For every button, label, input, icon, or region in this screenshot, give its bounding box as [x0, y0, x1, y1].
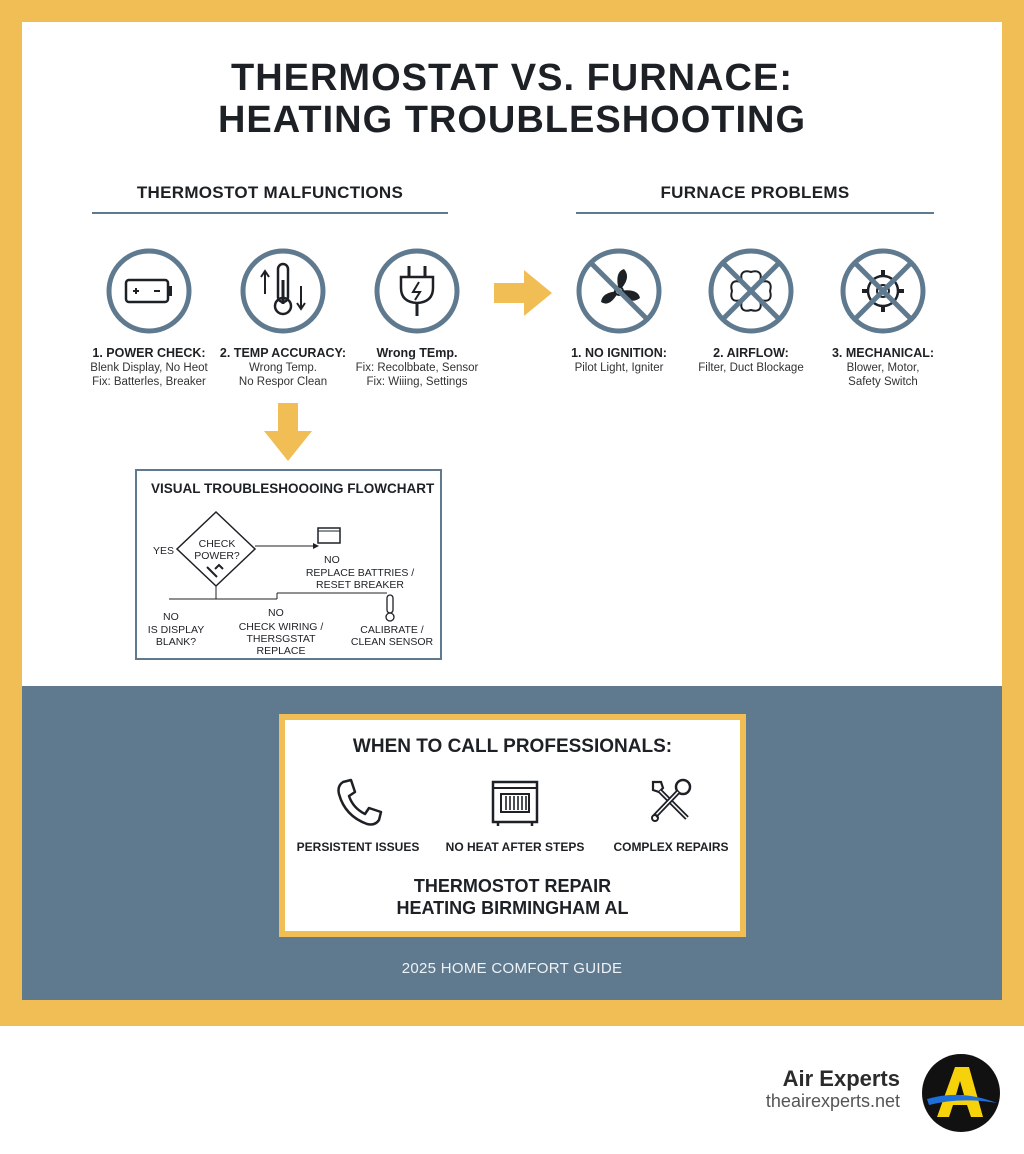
professionals-title: WHEN TO CALL PROFESSIONALS:: [352, 736, 673, 757]
furnace-divider: [576, 212, 934, 214]
plug-icon: [372, 246, 462, 336]
flowchart-wiring-1: CHECK WIRING /: [238, 621, 324, 633]
flowchart-calibrate-2: CLEAN SENSOR: [350, 636, 434, 648]
airflow-icon: [706, 246, 796, 336]
flowchart-replace-1: REPLACE BATTRIES /: [305, 567, 415, 579]
thermostat-item-1-head: 1. POWER CHECK:: [92, 346, 206, 360]
heater-icon: [488, 776, 542, 830]
thermostat-item-1: [74, 346, 224, 389]
brand-url[interactable]: theairexperts.net: [765, 1091, 900, 1111]
air-experts-logo[interactable]: [921, 1053, 1001, 1133]
professionals-box: [279, 714, 746, 937]
furnace-item-1: [544, 346, 694, 375]
thermometer-icon: [238, 246, 328, 336]
flowchart-blank: [141, 624, 211, 648]
furnace-item-3-line1: Blower, Motor,: [846, 362, 920, 374]
flowchart-replace-2: RESET BREAKER: [316, 579, 404, 591]
furnace-item-2-line1: Filter, Duct Blockage: [698, 362, 804, 374]
flowchart-check-power-2: POWER?: [194, 550, 240, 562]
furnace-item-3-line2: Safety Switch: [848, 376, 918, 388]
thermostat-item-3-line2: Fix: Wiiing, Settings: [366, 376, 468, 388]
professionals-footer-2: HEATING BIRMINGHAM AL: [396, 898, 629, 918]
flowchart-calibrate-1: CALIBRATE /: [360, 624, 424, 636]
flowchart-no-mid: NO: [268, 607, 284, 619]
page-title-line1: THERMOSTAT VS. FURNACE:: [230, 57, 793, 99]
furnace-item-2: [676, 346, 826, 375]
flowchart-blank-1: IS DISPLAY: [147, 624, 205, 636]
arrow-right-icon: [494, 268, 554, 318]
flowchart-yes: YES: [153, 545, 175, 557]
furnace-item-3: [808, 346, 958, 389]
thermostat-item-2-head: 2. TEMP ACCURACY:: [219, 346, 347, 360]
flowchart-blank-2: BLANK?: [155, 636, 197, 648]
flowchart-box: [135, 469, 442, 660]
arrow-down-icon: [262, 403, 314, 463]
flowchart-check-power: [193, 538, 241, 562]
guide-label: 2025 HOME COMFORT GUIDE: [401, 960, 623, 977]
flowchart-no-left: NO: [163, 611, 179, 623]
battery-icon: [104, 246, 194, 336]
thermostat-heading: THERMOSTOT MALFUNCTIONS: [136, 183, 404, 202]
furnace-item-3-head: 3. MECHANICAL:: [831, 346, 935, 360]
pro-item-complex-repairs: COMPLEX REPAIRS: [613, 840, 729, 854]
brand-name[interactable]: Air Experts: [782, 1066, 900, 1091]
gear-icon: [838, 246, 928, 336]
thermostat-item-2: [208, 346, 358, 389]
fan-icon: [574, 246, 664, 336]
flowchart-wiring-2: THERSGSTAT REPLACE: [246, 633, 316, 657]
thermostat-item-3-head: Wrong TEmp.: [376, 346, 458, 360]
flowchart-no-top: NO: [324, 554, 340, 566]
thermostat-item-1-line1: Blenk Display, No Heot: [90, 362, 208, 374]
thermostat-item-1-line2: Fix: Batterles, Breaker: [92, 376, 206, 388]
phone-icon: [331, 776, 387, 830]
pro-item-no-heat: NO HEAT AFTER STEPS: [445, 840, 585, 854]
page-title-line2: HEATING TROUBLESHOOTING: [217, 99, 807, 141]
thermostat-item-2-line2: No Respor Clean: [238, 376, 328, 388]
thermostat-item-2-line1: Wrong Temp.: [249, 362, 317, 374]
tools-icon: [643, 774, 699, 830]
flowchart-wiring: [221, 621, 341, 657]
furnace-item-2-head: 2. AIRFLOW:: [713, 346, 789, 360]
furnace-heading: FURNACE PROBLEMS: [660, 183, 850, 202]
professionals-footer-1: THERMOSTOT REPAIR: [413, 876, 612, 896]
flowchart-calibrate: [345, 624, 439, 648]
furnace-item-1-head: 1. NO IGNITION:: [571, 346, 667, 360]
flowchart-check-power-1: CHECK: [198, 538, 236, 550]
flowchart-replace: [285, 567, 435, 591]
furnace-item-1-line1: Pilot Light, Igniter: [574, 362, 664, 374]
flowchart-title: VISUAL TROUBLESHOOOING FLOWCHART: [151, 481, 435, 496]
thermostat-divider: [92, 212, 448, 214]
pro-item-persistent-issues: PERSISTENT ISSUES: [296, 840, 420, 854]
thermostat-item-3-line1: Fix: Recolbbate, Sensor: [355, 362, 479, 374]
thermostat-item-3: [342, 346, 492, 389]
